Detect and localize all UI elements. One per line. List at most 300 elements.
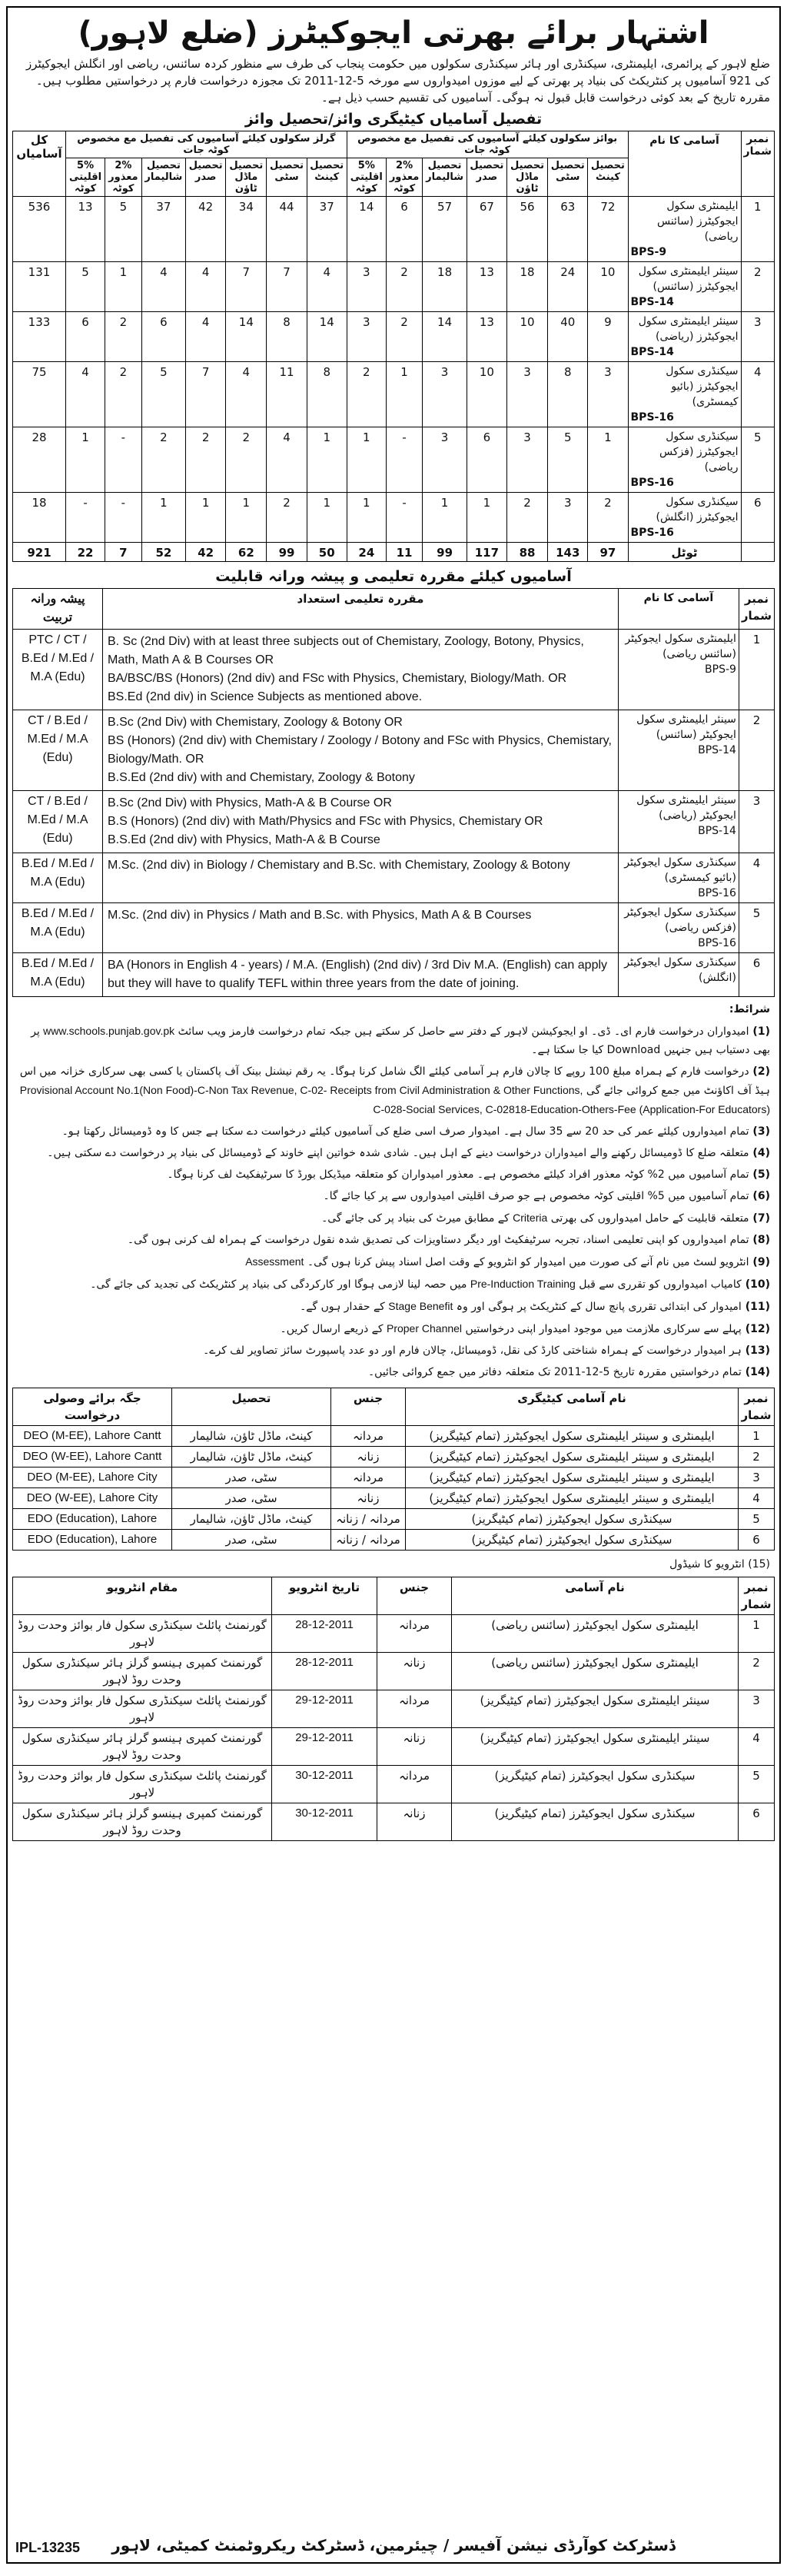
submit-category: ایلیمنٹری و سینئر ایلیمنٹری سکول ایجوکیٹرز (تمام کیٹیگریز) bbox=[406, 1488, 739, 1509]
posts-girls-value: 14 bbox=[226, 312, 267, 362]
qual-education-line: B.Sc (2nd Div) with Physics, Math-A & B Course OR bbox=[108, 796, 392, 809]
interview-date: 29-12-2011 bbox=[272, 1728, 377, 1766]
posts-boys-value: 3 bbox=[423, 427, 467, 493]
posts-boys-value: 1 bbox=[423, 493, 467, 543]
term-number: (9) bbox=[749, 1256, 770, 1268]
qual-row bbox=[13, 853, 775, 903]
posts-num: 6 bbox=[741, 493, 774, 543]
interview-label: (15) انٹرویو کا شیڈول bbox=[669, 1558, 770, 1571]
qual-education bbox=[103, 791, 619, 853]
term-text-cont: کے حقدار ہوں گے۔ bbox=[300, 1301, 385, 1313]
submit-row bbox=[13, 1467, 775, 1488]
interview-h-post: نام آسامی bbox=[452, 1577, 739, 1615]
posts-girls-value: - bbox=[66, 493, 105, 543]
interview-row bbox=[13, 1728, 775, 1766]
term-item bbox=[17, 1319, 770, 1338]
posts-boys-value: 24 bbox=[548, 262, 588, 312]
posts-boys-value: 13 bbox=[467, 262, 506, 312]
interview-post: ایلیمنٹری سکول ایجوکیٹرز (سائنس ریاضی) bbox=[452, 1615, 739, 1653]
posts-boys-value: 56 bbox=[506, 197, 547, 262]
qual-post bbox=[618, 853, 739, 903]
posts-girls-value: 7 bbox=[186, 362, 226, 427]
posts-total-girls: 22 bbox=[66, 543, 105, 562]
posts-girls-value: 44 bbox=[267, 197, 307, 262]
posts-girls-value: 2 bbox=[186, 427, 226, 493]
submit-category: ایلیمنٹری و سینئر ایلیمنٹری سکول ایجوکیٹرز (تمام کیٹیگریز) bbox=[406, 1426, 739, 1447]
submit-row bbox=[13, 1426, 775, 1447]
interview-row bbox=[13, 1766, 775, 1803]
posts-boys-value: 2 bbox=[347, 362, 386, 427]
interview-post: سینئر ایلیمنٹری سکول ایجوکیٹرز (تمام کیٹیگریز) bbox=[452, 1690, 739, 1728]
qual-education-line: B.S (Honors) (2nd div) with Math/Physics and FSc with Physics, Chemistary OR bbox=[108, 815, 543, 828]
submit-tehsil: سٹی، صدر bbox=[172, 1467, 331, 1488]
posts-subheader: 5% اقلیتی کوٹہ bbox=[347, 158, 386, 197]
posts-h-num: نمبر شمار bbox=[741, 131, 774, 197]
posts-total-girls: 42 bbox=[186, 543, 226, 562]
posts-girls-value: 1 bbox=[141, 493, 186, 543]
posts-total-boys: 24 bbox=[347, 543, 386, 562]
posts-boys-value: 14 bbox=[347, 197, 386, 262]
posts-subheader: تحصیل کینٹ bbox=[307, 158, 347, 197]
interview-place: گورنمنٹ کمپری ہینسو گرلز ہائر سیکنڈری سکول وحدت روڈ لاہور bbox=[13, 1728, 272, 1766]
posts-girls-value: 1 bbox=[186, 493, 226, 543]
submit-gender: زنانہ bbox=[331, 1488, 406, 1509]
interview-gender: مردانہ bbox=[377, 1766, 452, 1803]
posts-num: 3 bbox=[741, 312, 774, 362]
term-item bbox=[17, 1363, 770, 1381]
posts-row-total: 18 bbox=[13, 493, 66, 543]
posts-boys-value: 3 bbox=[506, 427, 547, 493]
submit-tehsil: کینٹ، ماڈل ٹاؤن، شالیمار bbox=[172, 1426, 331, 1447]
posts-total-boys: 99 bbox=[423, 543, 467, 562]
posts-total-girls: 7 bbox=[105, 543, 141, 562]
interview-place: گورنمنٹ کمپری ہینسو گرلز ہائر سیکنڈری سکول وحدت روڈ لاہور bbox=[13, 1653, 272, 1690]
qual-post-title: سیکنڈری سکول ایجوکیٹر (بائیو کیمسٹری) bbox=[624, 856, 736, 884]
posts-girls-value: 6 bbox=[66, 312, 105, 362]
posts-boys-value: 2 bbox=[386, 262, 422, 312]
qual-row bbox=[13, 903, 775, 953]
posts-h-post: آسامی کا نام bbox=[628, 131, 741, 197]
interview-post: سیکنڈری سکول ایجوکیٹرز (تمام کیٹیگریز) bbox=[452, 1803, 739, 1841]
term-text: تمام درخواستیں مقررہ تاریخ 5-12-2011 تک متعلقہ دفاتر میں جمع کروائی جائیں۔ bbox=[367, 1366, 742, 1378]
post-bps: BPS-16 bbox=[630, 477, 674, 489]
term-number: (3) bbox=[749, 1125, 770, 1138]
footer-signature: ڈسٹرکٹ کوآرڈی نیشن آفیسر / چیئرمین، ڈسٹرکٹ ریکروٹمنٹ کمیٹی، لاہور bbox=[111, 2536, 676, 2554]
interview-gender: زنانہ bbox=[377, 1803, 452, 1841]
interview-date: 28-12-2011 bbox=[272, 1653, 377, 1690]
posts-row-total: 131 bbox=[13, 262, 66, 312]
posts-boys-value: 1 bbox=[386, 362, 422, 427]
posts-row-total: 536 bbox=[13, 197, 66, 262]
term-item bbox=[17, 1208, 770, 1228]
submit-gender: مردانہ / زنانہ bbox=[331, 1530, 406, 1551]
posts-girls-value: 8 bbox=[267, 312, 307, 362]
posts-boys-value: 10 bbox=[467, 362, 506, 427]
qual-post-bps: BPS-14 bbox=[698, 744, 736, 756]
term-number: (14) bbox=[741, 1366, 770, 1378]
posts-post-name bbox=[628, 427, 741, 493]
posts-girls-value: 13 bbox=[66, 197, 105, 262]
interview-num: 2 bbox=[739, 1653, 775, 1690]
posts-boys-value: 3 bbox=[347, 262, 386, 312]
posts-boys-value: 3 bbox=[548, 493, 588, 543]
qual-post bbox=[618, 630, 739, 710]
posts-subheader: تحصیل صدر bbox=[467, 158, 506, 197]
post-title: سینئر ایلیمنٹری سکول ایجوکیٹرز (ریاضی) bbox=[638, 315, 739, 343]
submit-office: DEO (M-EE), Lahore City bbox=[13, 1467, 172, 1488]
qual-education-line: BA/BSC/BS (Honors) (2nd div) and FSc with Physics, Chemistary, Biology/Math. OR bbox=[108, 672, 567, 685]
ipl-number: IPL-13235 bbox=[15, 2540, 81, 2555]
qual-num: 5 bbox=[739, 903, 774, 953]
term-number: (6) bbox=[749, 1190, 770, 1202]
posts-total-girls: 50 bbox=[307, 543, 347, 562]
interview-place: گورنمنٹ پائلٹ سیکنڈری سکول فار بوائز وحدت روڈ لاہور bbox=[13, 1690, 272, 1728]
term-number: (13) bbox=[741, 1345, 770, 1357]
term-item bbox=[17, 1122, 770, 1141]
interview-place: گورنمنٹ پائلٹ سیکنڈری سکول فار بوائز وحدت روڈ لاہور bbox=[13, 1766, 272, 1803]
posts-post-name bbox=[628, 197, 741, 262]
post-bps: BPS-14 bbox=[630, 296, 674, 308]
posts-subheader: تحصیل صدر bbox=[186, 158, 226, 197]
qual-h-num: نمبر شمار bbox=[739, 589, 774, 630]
qual-education-line: B.Sc (2nd Div) with Chemistary, Zoology & Botony OR bbox=[108, 716, 403, 729]
posts-boys-value: 8 bbox=[548, 362, 588, 427]
interview-row bbox=[13, 1615, 775, 1653]
posts-boys-value: - bbox=[386, 427, 422, 493]
submit-gender: مردانہ bbox=[331, 1467, 406, 1488]
page-title: اشتہار برائے بھرتی ایجوکیٹرز (ضلع لاہور) bbox=[78, 15, 709, 51]
posts-total-girls: 52 bbox=[141, 543, 186, 562]
term-number: (10) bbox=[741, 1278, 770, 1291]
qual-professional: CT / B.Ed / M.Ed / M.A (Edu) bbox=[13, 710, 103, 791]
posts-boys-value: 2 bbox=[588, 493, 628, 543]
posts-girls-value: 7 bbox=[267, 262, 307, 312]
submit-num: 1 bbox=[739, 1426, 775, 1447]
submit-h-num: نمبر شمار bbox=[739, 1388, 775, 1426]
term-text: درخواست فارم کے ہمراہ مبلغ 100 روپے کا چالان فارم ہر آسامی کیلئے الگ شامل کرنا ہوگا۔ یہ رقم نیشنل بینک آف پاکستان یا کسی بھی سرکاری خزانہ میں اس ہیڈ آف اکاؤنٹ میں جمع کروائی جائے گی bbox=[19, 1065, 770, 1097]
posts-table bbox=[12, 131, 775, 562]
qual-post bbox=[618, 710, 739, 791]
term-text: تمام امیدواروں کیلئے عمر کی حد 20 سے 35 سال ہے۔ امیدوار صرف اسی ضلع کی آسامیوں کیلئے درخواست دے سکتا ہے جس کا وہ ڈومیسائل رکھتا ہو۔ bbox=[61, 1125, 749, 1138]
posts-girls-value: 11 bbox=[267, 362, 307, 427]
term-item bbox=[17, 1231, 770, 1249]
qual-h-prof: پیشہ ورانہ تربیت bbox=[13, 589, 103, 630]
posts-girls-value: 37 bbox=[141, 197, 186, 262]
interview-post: ایلیمنٹری سکول ایجوکیٹرز (سائنس ریاضی) bbox=[452, 1653, 739, 1690]
posts-row bbox=[13, 493, 775, 543]
submit-num: 3 bbox=[739, 1467, 775, 1488]
posts-boys-value: 2 bbox=[506, 493, 547, 543]
submit-row bbox=[13, 1530, 775, 1551]
posts-girls-value: 8 bbox=[307, 362, 347, 427]
qual-professional: PTC / CT / B.Ed / M.Ed / M.A (Edu) bbox=[13, 630, 103, 710]
posts-girls-value: 1 bbox=[66, 427, 105, 493]
interview-post: سیکنڈری سکول ایجوکیٹرز (تمام کیٹیگریز) bbox=[452, 1766, 739, 1803]
posts-girls-value: 1 bbox=[105, 262, 141, 312]
qual-row bbox=[13, 630, 775, 710]
submit-office: DEO (M-EE), Lahore Cantt bbox=[13, 1426, 172, 1447]
posts-boys-value: 6 bbox=[386, 197, 422, 262]
qual-education bbox=[103, 903, 619, 953]
posts-boys-value: 72 bbox=[588, 197, 628, 262]
posts-boys-value: 14 bbox=[423, 312, 467, 362]
interview-gender: زنانہ bbox=[377, 1728, 452, 1766]
qual-post-title: سینئر ایلیمنٹری سکول ایجوکیٹر (سائنس) bbox=[636, 713, 736, 741]
interview-h-num: نمبر شمار bbox=[739, 1577, 775, 1615]
posts-boys-value: 18 bbox=[506, 262, 547, 312]
posts-girls-value: 42 bbox=[186, 197, 226, 262]
intro-paragraph: ضلع لاہور کے پرائمری، ایلیمنٹری، سیکنڈری اور ہائر سیکنڈری سکولوں میں حکومت پنجاب کی طرف سے منظور کردہ سائنس، ریاضی اور انگلش ایجوکیٹرز کی 921 آسامیوں پر کنٹریکٹ کی بنیاد پر بھرتی کے لیے موزوں امیدواروں سے مورخہ 5-12-2011 تک مجوزہ درخواست فارم پر درخواستیں مطلوب ہیں۔ مقررہ تاریخ کے بعد کوئی درخواست قابل قبول نہ ہوگی۔ آسامیوں کی تقسیم حسب ذیل ہے۔ bbox=[25, 57, 770, 105]
qual-post-title: سیکنڈری سکول ایجوکیٹر (انگلش) bbox=[624, 956, 736, 984]
posts-total-girls: 99 bbox=[267, 543, 307, 562]
qualification-table bbox=[12, 588, 775, 997]
qual-post-title: سیکنڈری سکول ایجوکیٹر (فزکس ریاضی) bbox=[624, 906, 736, 934]
posts-boys-value: 2 bbox=[386, 312, 422, 362]
qual-education bbox=[103, 953, 619, 997]
posts-girls-value: 37 bbox=[307, 197, 347, 262]
interview-row bbox=[13, 1803, 775, 1841]
posts-post-name bbox=[628, 362, 741, 427]
qual-num: 4 bbox=[739, 853, 774, 903]
qual-post bbox=[618, 791, 739, 853]
qual-num: 1 bbox=[739, 630, 774, 710]
posts-total-boys: 143 bbox=[548, 543, 588, 562]
term-number: (5) bbox=[749, 1168, 770, 1181]
posts-row bbox=[13, 362, 775, 427]
posts-post-name bbox=[628, 493, 741, 543]
posts-boys-value: 1 bbox=[347, 427, 386, 493]
qual-education-line: B. Sc (2nd Div) with at least three subjects out of Chemistary, Zoology, Botony, Physics, Math, Math A & B Courses OR bbox=[108, 635, 584, 666]
post-title: سینئر ایلیمنٹری سکول ایجوکیٹرز (سائنس) bbox=[638, 265, 739, 293]
posts-total-boys: 11 bbox=[386, 543, 422, 562]
term-text: امیدواران درخواست فارم ای۔ ڈی۔ او ایجوکیشن لاہور کے دفتر سے حاصل کر سکتے ہیں جبکہ تمام درخواست فارمز ویب سائٹ bbox=[174, 1025, 749, 1038]
term-number: (12) bbox=[741, 1323, 770, 1335]
posts-num: 4 bbox=[741, 362, 774, 427]
submit-h-tehsil: تحصیل bbox=[172, 1388, 331, 1426]
submit-row bbox=[13, 1509, 775, 1530]
term-item bbox=[17, 1275, 770, 1294]
interview-post: سینئر ایلیمنٹری سکول ایجوکیٹرز (تمام کیٹیگریز) bbox=[452, 1728, 739, 1766]
posts-subheader: تحصیل سٹی bbox=[267, 158, 307, 197]
qual-post-bps: BPS-14 bbox=[698, 825, 736, 837]
term-english: Provisional Account No.1(Non Food)-C-Non Tax Revenue, C-02- Receipts from Civil Administration & Other Functions, C-028-Social Services, C-02818-Education-Others-Fee (Application-For Educators) bbox=[19, 1084, 770, 1115]
posts-girls-value: 2 bbox=[226, 427, 267, 493]
post-title: ایلیمنٹری سکول ایجوکیٹرز (سائنس ریاضی) bbox=[656, 200, 739, 243]
posts-boys-value: 3 bbox=[588, 362, 628, 427]
qual-education bbox=[103, 630, 619, 710]
qual-row bbox=[13, 953, 775, 997]
qual-num: 6 bbox=[739, 953, 774, 997]
interview-h-date: تاریخ انٹرویو bbox=[272, 1577, 377, 1615]
interview-row bbox=[13, 1690, 775, 1728]
posts-boys-value: 10 bbox=[588, 262, 628, 312]
submit-gender: زنانہ bbox=[331, 1447, 406, 1467]
posts-total-row bbox=[13, 543, 775, 562]
posts-total-blank bbox=[741, 543, 774, 562]
posts-row bbox=[13, 262, 775, 312]
posts-grand-total: 921 bbox=[13, 543, 66, 562]
posts-subheader: تحصیل کینٹ bbox=[588, 158, 628, 197]
term-text: ہر امیدوار درخواست کے ہمراہ شناختی کارڈ کی نقل، ڈومیسائل، چالان فارم اور دو عدد پاسپورٹ سائز تصاویر لف کرے۔ bbox=[203, 1345, 742, 1357]
term-number: (7) bbox=[749, 1212, 770, 1225]
qual-row bbox=[13, 710, 775, 791]
interview-place: گورنمنٹ کمپری ہینسو گرلز ہائر سیکنڈری سکول وحدت روڈ لاہور bbox=[13, 1803, 272, 1841]
submit-num: 4 bbox=[739, 1488, 775, 1509]
term-number: (1) bbox=[749, 1025, 770, 1038]
term-item bbox=[17, 1165, 770, 1184]
interview-h-gender: جنس bbox=[377, 1577, 452, 1615]
posts-girls-value: 5 bbox=[105, 197, 141, 262]
posts-girls-value: 2 bbox=[105, 312, 141, 362]
posts-boys-value: 18 bbox=[423, 262, 467, 312]
interview-row bbox=[13, 1653, 775, 1690]
advertisement-page bbox=[6, 6, 781, 2564]
submission-table bbox=[12, 1388, 775, 1551]
term-text: پہلے سے سرکاری ملازمت میں موجود امیدوار اپنی درخواستیں bbox=[462, 1323, 742, 1335]
qual-education-line: BS.Ed (2nd div) in Science Subjects as mentioned above. bbox=[108, 690, 423, 703]
term-english: Stage Benefit bbox=[388, 1300, 453, 1312]
qual-h-edu: مقررہ تعلیمی استعداد bbox=[103, 589, 619, 630]
posts-boys-value: 1 bbox=[347, 493, 386, 543]
term-item bbox=[17, 1062, 770, 1119]
posts-girls-value: 6 bbox=[141, 312, 186, 362]
term-text: انٹرویو لسٹ میں نام آنے کی صورت میں امیدوار کو انٹرویو کے وقت اصل اسناد پیش کرنا ہوں گی۔ bbox=[304, 1256, 749, 1268]
interview-date: 30-12-2011 bbox=[272, 1766, 377, 1803]
posts-boys-value: 3 bbox=[347, 312, 386, 362]
submit-tehsil: کینٹ، ماڈل ٹاؤن، شالیمار bbox=[172, 1447, 331, 1467]
posts-post-name bbox=[628, 312, 741, 362]
term-item bbox=[17, 1144, 770, 1162]
posts-girls-value: 4 bbox=[66, 362, 105, 427]
qual-education-line: B.S.Ed (2nd div) with and Chemistary, Zoology & Botony bbox=[108, 771, 415, 784]
qual-post bbox=[618, 953, 739, 997]
posts-heading: تفصیل آسامیاں کیٹیگری وائز/تحصیل وائز bbox=[244, 111, 543, 128]
qual-education bbox=[103, 710, 619, 791]
posts-girls-value: - bbox=[105, 427, 141, 493]
term-english: Assessment bbox=[245, 1255, 304, 1268]
submit-category: ایلیمنٹری و سینئر ایلیمنٹری سکول ایجوکیٹرز (تمام کیٹیگریز) bbox=[406, 1447, 739, 1467]
qualification-heading: آسامیوں کیلئے مقررہ تعلیمی و پیشہ ورانہ قابلیت bbox=[215, 568, 572, 585]
term-text: تمام آسامیوں میں 5% اقلیتی کوٹہ مخصوص ہے جو صرف اقلیتی امیدواروں سے پر کیا جائے گا۔ bbox=[323, 1190, 749, 1202]
posts-girls-value: 14 bbox=[307, 312, 347, 362]
post-bps: BPS-16 bbox=[630, 527, 674, 539]
submit-office: EDO (Education), Lahore bbox=[13, 1530, 172, 1551]
qual-num: 2 bbox=[739, 710, 774, 791]
submit-row bbox=[13, 1447, 775, 1467]
posts-boys-value: 1 bbox=[467, 493, 506, 543]
terms-section bbox=[8, 997, 779, 1388]
posts-subheader: 2% معذور کوٹہ bbox=[105, 158, 141, 197]
term-item bbox=[17, 1022, 770, 1059]
post-bps: BPS-14 bbox=[630, 346, 674, 358]
posts-total-boys: 97 bbox=[588, 543, 628, 562]
interview-gender: مردانہ bbox=[377, 1690, 452, 1728]
submit-num: 2 bbox=[739, 1447, 775, 1467]
term-item bbox=[17, 1341, 770, 1360]
submit-office: DEO (W-EE), Lahore Cantt bbox=[13, 1447, 172, 1467]
term-text: تمام آسامیوں میں 2% کوٹہ معذور افراد کیلئے مخصوص ہے۔ معذور امیدواران کو متعلقہ میڈیکل بورڈ کا سرٹیفکیٹ لف کرنا ہوگا۔ bbox=[167, 1168, 749, 1181]
posts-girls-value: 1 bbox=[226, 493, 267, 543]
posts-total-label: ٹوٹل bbox=[628, 543, 741, 562]
qual-professional: B.Ed / M.Ed / M.A (Edu) bbox=[13, 853, 103, 903]
posts-num: 5 bbox=[741, 427, 774, 493]
posts-girls-value: 2 bbox=[267, 493, 307, 543]
posts-row bbox=[13, 312, 775, 362]
posts-girls-value: 4 bbox=[186, 312, 226, 362]
term-item bbox=[17, 1297, 770, 1316]
interview-num: 4 bbox=[739, 1728, 775, 1766]
term-text-cont: کے ذریعے ارسال کریں۔ bbox=[280, 1323, 384, 1335]
posts-girls-value: 1 bbox=[307, 493, 347, 543]
interview-gender: مردانہ bbox=[377, 1615, 452, 1653]
posts-girls-value: 1 bbox=[307, 427, 347, 493]
submit-gender: مردانہ / زنانہ bbox=[331, 1509, 406, 1530]
posts-girls-value: 4 bbox=[186, 262, 226, 312]
posts-girls-value: 2 bbox=[141, 427, 186, 493]
post-bps: BPS-9 bbox=[630, 246, 667, 258]
submit-category: سیکنڈری سکول ایجوکیٹرز (تمام کیٹیگریز) bbox=[406, 1509, 739, 1530]
term-number: (4) bbox=[749, 1147, 770, 1159]
submit-num: 6 bbox=[739, 1530, 775, 1551]
posts-boys-value: 5 bbox=[548, 427, 588, 493]
interview-date: 28-12-2011 bbox=[272, 1615, 377, 1653]
term-english: Proper Channel bbox=[386, 1322, 463, 1335]
interview-num: 6 bbox=[739, 1803, 775, 1841]
posts-boys-value: 3 bbox=[423, 362, 467, 427]
interview-table bbox=[12, 1577, 775, 1841]
term-number: (2) bbox=[749, 1065, 770, 1078]
posts-row-total: 28 bbox=[13, 427, 66, 493]
posts-boys-value: - bbox=[386, 493, 422, 543]
terms-label: شرائط: bbox=[729, 1003, 770, 1015]
posts-h-total: کل آسامیاں bbox=[13, 131, 66, 197]
posts-num: 2 bbox=[741, 262, 774, 312]
term-english: Criteria bbox=[513, 1212, 548, 1224]
qual-professional: B.Ed / M.Ed / M.A (Edu) bbox=[13, 903, 103, 953]
qual-education-line: BS (Honors) (2nd div) with Chemistary / Zoology / Botony and FSc with Physics, Chemistary, Biology/Math. OR bbox=[108, 734, 612, 766]
post-bps: BPS-16 bbox=[630, 411, 674, 424]
qual-education-line: M.Sc. (2nd div) in Physics / Math and B.Sc. with Physics, Math A & B Courses bbox=[108, 909, 532, 922]
posts-boys-value: 40 bbox=[548, 312, 588, 362]
submit-gender: مردانہ bbox=[331, 1426, 406, 1447]
post-title: سیکنڈری سکول ایجوکیٹرز (انگلش) bbox=[656, 496, 739, 524]
term-english: www.schools.punjab.gov.pk bbox=[43, 1025, 175, 1037]
term-text: متعلقہ ضلع کا ڈومیسائل رکھنے والے امیدواران درخواست دینے کے اہل ہیں۔ شادی شدہ خواتین اپنے خاوند کے ڈومیسائل کی بنیاد پر درخواست دے سکتی ہیں۔ bbox=[47, 1147, 749, 1159]
posts-subheader: تحصیل ماڈل ٹاؤن bbox=[226, 158, 267, 197]
posts-boys-value: 67 bbox=[467, 197, 506, 262]
term-item bbox=[17, 1187, 770, 1205]
posts-boys-value: 1 bbox=[588, 427, 628, 493]
submit-category: ایلیمنٹری و سینئر ایلیمنٹری سکول ایجوکیٹرز (تمام کیٹیگریز) bbox=[406, 1467, 739, 1488]
term-number: (8) bbox=[749, 1234, 770, 1246]
submit-row bbox=[13, 1488, 775, 1509]
posts-subheader: تحصیل شالیمار bbox=[141, 158, 186, 197]
qual-post-bps: BPS-9 bbox=[705, 663, 736, 676]
posts-row bbox=[13, 197, 775, 262]
submit-tehsil: سٹی، صدر bbox=[172, 1488, 331, 1509]
interview-num: 5 bbox=[739, 1766, 775, 1803]
qual-post-title: ایلیمنٹری سکول ایجوکیٹر (سائنس ریاضی) bbox=[625, 633, 736, 660]
posts-girls-value: 4 bbox=[141, 262, 186, 312]
posts-girls-value: 5 bbox=[66, 262, 105, 312]
posts-subheader: تحصیل ماڈل ٹاؤن bbox=[506, 158, 547, 197]
submit-h-gender: جنس bbox=[331, 1388, 406, 1426]
interview-gender: زنانہ bbox=[377, 1653, 452, 1690]
interview-place: گورنمنٹ پائلٹ سیکنڈری سکول فار بوائز وحدت روڈ لاہور bbox=[13, 1615, 272, 1653]
submit-tehsil: سٹی، صدر bbox=[172, 1530, 331, 1551]
posts-boys-value: 63 bbox=[548, 197, 588, 262]
submit-num: 5 bbox=[739, 1509, 775, 1530]
